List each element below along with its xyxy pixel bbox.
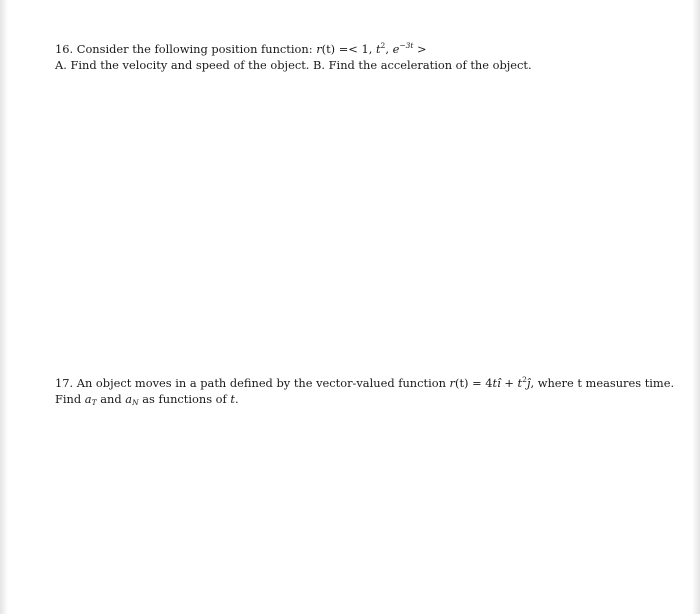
normal-accel-a: a: [125, 392, 133, 406]
plus-sign: +: [500, 376, 518, 390]
unit-vector-i: î: [497, 376, 501, 390]
problem-16-text: 16. Consider the following position function:: [55, 42, 317, 56]
vector-function-arg: (t): [455, 376, 469, 390]
problem-17-text: 17. An object moves in a path defined by the vector-valued function: [55, 376, 450, 390]
problem-17-tail: , where t measures time.: [530, 376, 675, 390]
position-function-r: r: [316, 42, 322, 56]
problem-17: [55, 375, 675, 407]
problem-17-task: [55, 391, 655, 407]
problem-17-statement: [55, 375, 675, 391]
period: .: [234, 392, 239, 406]
component-t: t: [375, 42, 381, 56]
problem-16: [55, 41, 655, 73]
component-e: e: [392, 42, 400, 56]
page-right-shadow: [692, 0, 700, 614]
normal-accel-subscript: N: [132, 398, 139, 407]
component-separator: ,: [385, 42, 393, 56]
as-functions-text: as functions of: [138, 392, 231, 406]
position-function-arg: (t): [321, 42, 336, 56]
term-t: t: [492, 376, 498, 390]
find-word: Find: [55, 392, 85, 406]
and-word: and: [96, 392, 126, 406]
variable-t: t: [230, 392, 235, 406]
problem-16-statement: [55, 41, 655, 57]
vector-function-r: r: [449, 376, 455, 390]
equals-coefficient: = 4: [468, 376, 493, 390]
term-t-squared: t: [517, 376, 523, 390]
tangential-accel-subscript: T: [91, 398, 97, 407]
vector-open: =<: [335, 42, 362, 56]
term-t-exponent: 2: [522, 375, 527, 384]
tangential-accel-a: a: [84, 392, 92, 406]
unit-vector-j: ĵ: [526, 376, 531, 390]
component-1: 1,: [361, 42, 376, 56]
document-page: [8, 0, 692, 614]
component-e-exponent: −3t: [399, 41, 414, 50]
page-left-shadow: [0, 0, 8, 614]
vector-close: >: [413, 42, 427, 56]
problem-16-tasks: A. Find the velocity and speed of the object. B. Find the acceleration of the object.: [55, 58, 532, 72]
component-t-exponent: 2: [380, 41, 386, 50]
